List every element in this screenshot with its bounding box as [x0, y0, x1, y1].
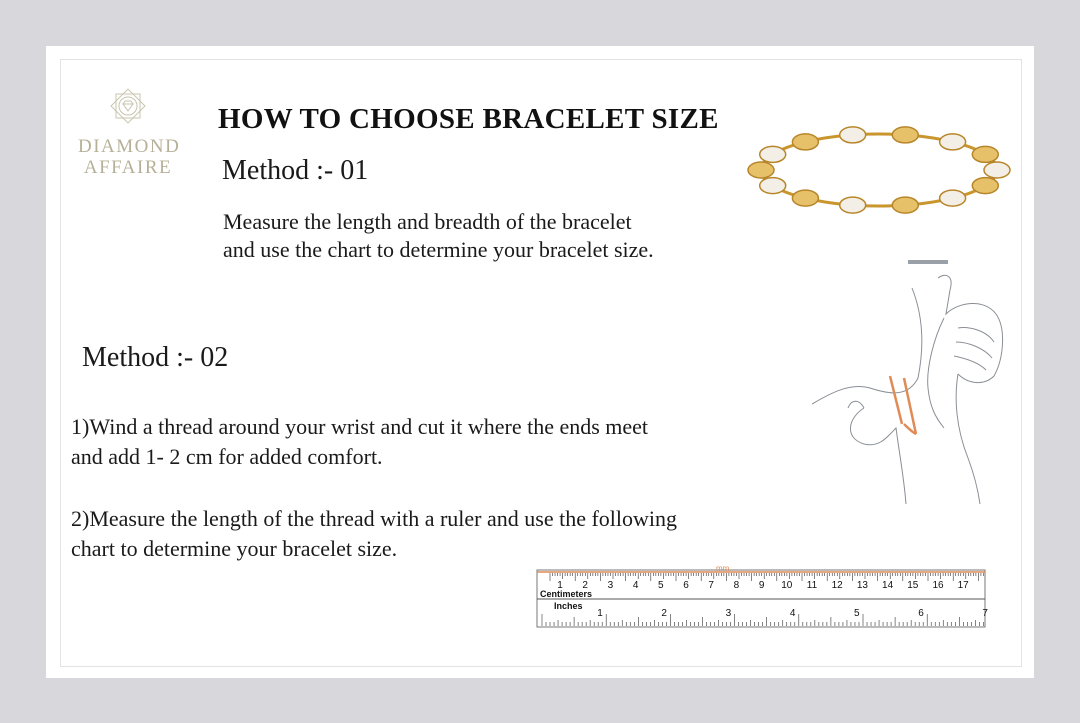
bracelet-link — [940, 134, 966, 150]
ruler-inch-number: 7 — [982, 608, 988, 619]
ruler-cm-number: 9 — [758, 580, 765, 591]
ruler-cm-number: 14 — [882, 580, 894, 591]
ruler-cm-number: 10 — [781, 580, 793, 591]
ruler-cm-number: 5 — [658, 580, 664, 591]
ruler-cm-number: 15 — [907, 580, 919, 591]
brand-logo — [78, 86, 181, 178]
step2-line1: 2)Measure the length of the thread with a ruler and use the following — [71, 506, 678, 531]
bracelet-link — [748, 162, 774, 178]
ruler-cm-number: 16 — [932, 580, 944, 591]
bracelet-link — [940, 190, 966, 206]
bracelet-link — [840, 197, 866, 213]
method1-text-line1: Measure the length and breadth of the bracelet — [223, 209, 632, 234]
bracelet-link — [840, 127, 866, 143]
ruler-cm-number: 8 — [733, 580, 740, 591]
page-title: HOW TO CHOOSE BRACELET SIZE — [218, 103, 719, 135]
method2-step2 — [71, 504, 677, 564]
bracelet-link — [892, 127, 918, 143]
ruler-cm-number: 12 — [831, 580, 843, 591]
method1-text — [223, 208, 654, 264]
ruler-mm-label: mm — [716, 564, 730, 573]
bracelet-link — [792, 134, 818, 150]
ruler-cm-number: 6 — [683, 580, 689, 591]
step1-line1: 1)Wind a thread around your wrist and cut it where the ends meet — [71, 414, 649, 439]
ruler-cm-number: 4 — [632, 580, 639, 591]
ruler-inch-number: 3 — [725, 608, 732, 619]
bracelet-link — [792, 190, 818, 206]
ruler-inch-number: 2 — [661, 608, 667, 619]
logo-text-line1: DIAMOND — [78, 136, 181, 157]
bracelet-link — [892, 197, 918, 213]
ruler-inch-number: 5 — [854, 608, 860, 619]
step2-line2: chart to determine your bracelet size. — [71, 536, 398, 561]
ruler-inch-number: 1 — [597, 608, 603, 619]
method2-step1 — [71, 412, 648, 472]
ruler-cm-label: Centimeters — [540, 589, 593, 599]
step1-line2: and add 1- 2 cm for added comfort. — [71, 444, 383, 469]
logo-text-line2: AFFAIRE — [83, 157, 173, 178]
ruler-cm-number: 7 — [708, 580, 714, 591]
bracelet-link — [972, 146, 998, 162]
ruler-cm-number: 11 — [806, 580, 818, 591]
bracelet-image — [748, 124, 1010, 228]
method2-heading: Method :- 02 — [82, 342, 229, 373]
method1-text-line2: and use the chart to determine your bracelet size. — [223, 237, 654, 262]
ruler-inch-number: 6 — [918, 608, 924, 619]
ruler-cm-number: 13 — [856, 580, 868, 591]
ruler-image — [536, 564, 986, 628]
ruler-cm-number: 3 — [607, 580, 614, 591]
bracelet-link — [972, 178, 998, 194]
method1-heading: Method :- 01 — [222, 155, 369, 186]
wrist-thread-illustration — [808, 258, 1014, 506]
bracelet-link — [760, 146, 786, 162]
ruler-cm-number: 1 — [557, 580, 563, 591]
ruler-inch-number: 4 — [789, 608, 796, 619]
diamond-logo-icon — [108, 86, 148, 126]
ruler-cm-number: 17 — [957, 580, 969, 591]
bracelet-link — [760, 178, 786, 194]
ruler-cm-number: 2 — [582, 580, 588, 591]
ruler-inch-label: Inches — [554, 601, 583, 611]
bracelet-link — [984, 162, 1010, 178]
